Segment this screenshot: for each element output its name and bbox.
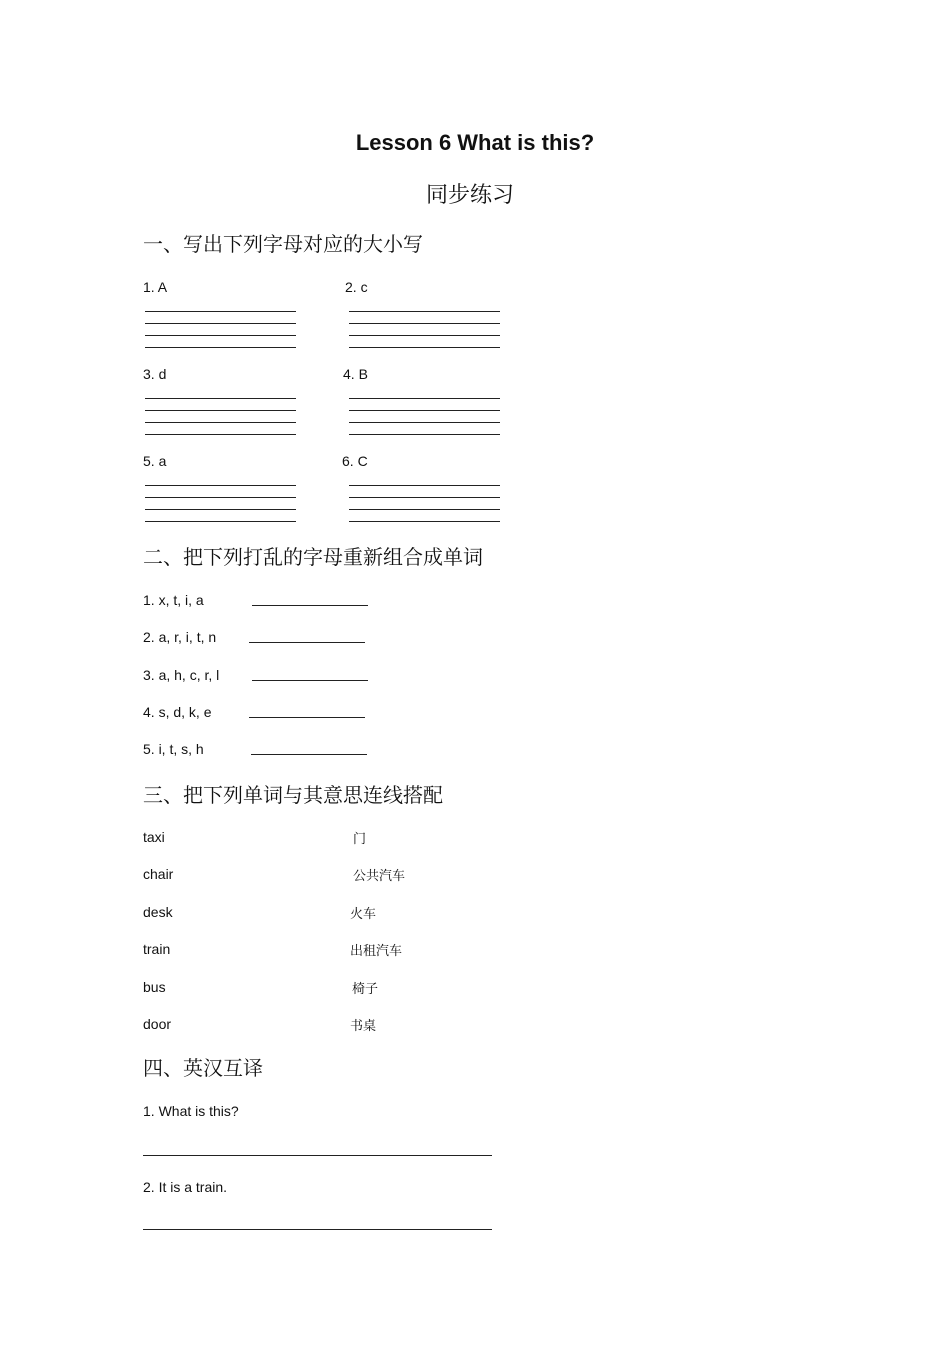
match-word-5[interactable]: bus [143, 979, 166, 995]
translate-item-2: 2. It is a train. [143, 1179, 228, 1195]
scrambled-item-3: 3. a, h, c, r, l [143, 667, 220, 683]
writing-lines-1[interactable] [145, 311, 296, 359]
page-subtitle: 同步练习 [425, 183, 514, 208]
answer-blank-3[interactable] [252, 680, 368, 681]
translate-item-1: 1. What is this? [143, 1103, 239, 1119]
match-meaning-5[interactable]: 椅子 [352, 982, 379, 997]
section-3-title: 三、把下列单词与其意思连线搭配 [143, 783, 443, 807]
answer-blank-1[interactable] [252, 605, 368, 606]
match-meaning-3[interactable]: 火车 [350, 907, 377, 922]
writing-lines-6[interactable] [349, 485, 500, 533]
section-2-title: 二、把下列打乱的字母重新组合成单词 [143, 545, 483, 569]
writing-lines-5[interactable] [145, 485, 296, 533]
match-meaning-4[interactable]: 出租汽车 [350, 944, 403, 959]
translate-answer-line-1[interactable] [143, 1155, 492, 1156]
match-word-1[interactable]: taxi [143, 829, 165, 845]
section-1-title: 一、写出下列字母对应的大小写 [143, 232, 423, 256]
scrambled-item-2: 2. a, r, i, t, n [143, 629, 217, 645]
match-meaning-6[interactable]: 书桌 [350, 1019, 377, 1034]
writing-lines-2[interactable] [349, 311, 500, 359]
scrambled-item-5: 5. i, t, s, h [143, 741, 204, 757]
writing-lines-4[interactable] [349, 398, 500, 446]
letter-item-2: 2. c [345, 279, 368, 295]
writing-lines-3[interactable] [145, 398, 296, 446]
translate-answer-line-2[interactable] [143, 1229, 492, 1230]
match-word-4[interactable]: train [143, 941, 171, 957]
scrambled-item-4: 4. s, d, k, e [143, 704, 212, 720]
match-word-3[interactable]: desk [143, 904, 173, 920]
page-title: Lesson 6 What is this? [355, 130, 595, 155]
answer-blank-4[interactable] [249, 717, 365, 718]
match-word-6[interactable]: door [143, 1016, 172, 1032]
match-meaning-1[interactable]: 门 [353, 832, 367, 847]
letter-item-4: 4. B [343, 366, 368, 382]
letter-item-5: 5. a [143, 453, 167, 469]
answer-blank-2[interactable] [249, 642, 365, 643]
letter-item-3: 3. d [143, 366, 167, 382]
letter-item-6: 6. C [342, 453, 368, 469]
letter-item-1: 1. A [143, 279, 168, 295]
answer-blank-5[interactable] [251, 754, 367, 755]
section-4-title: 四、英汉互译 [143, 1056, 263, 1080]
match-word-2[interactable]: chair [143, 866, 174, 882]
match-meaning-2[interactable]: 公共汽车 [353, 869, 406, 884]
scrambled-item-1: 1. x, t, i, a [143, 592, 204, 608]
